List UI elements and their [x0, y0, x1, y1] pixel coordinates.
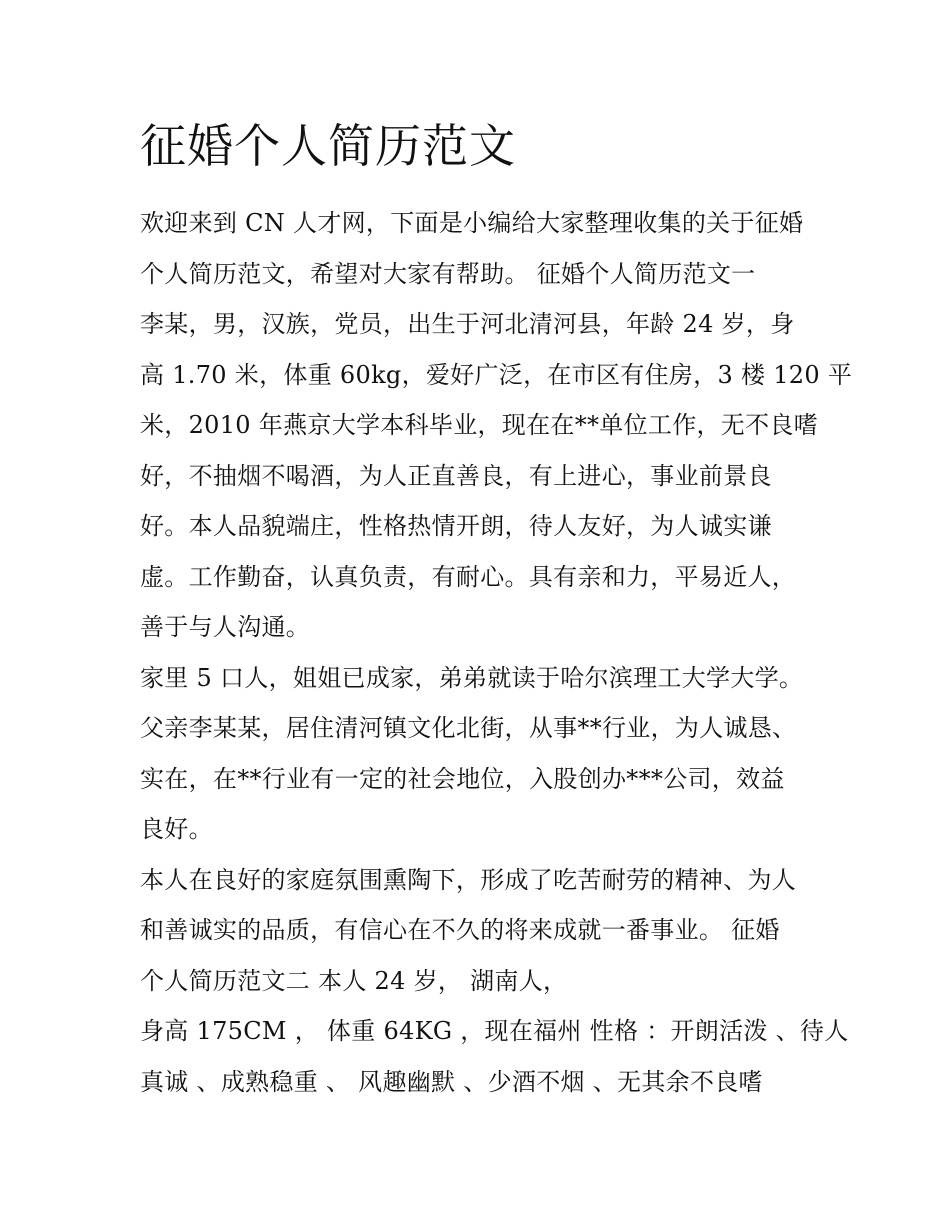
body-line: 好。本人品貌端庄，性格热情开朗，待人友好，为人诚实谦 — [140, 512, 772, 540]
document-body — [140, 198, 853, 1107]
body-line: 个人简历范文，希望对大家有帮助。 征婚个人简历范文一 — [140, 259, 756, 288]
body-line: 家里 5 口人，姐姐已成家，弟弟就读于哈尔滨理工大学大学。 — [140, 663, 804, 692]
body-line: 高 1.70 米，体重 60kg，爱好广泛，在市区有住房，3 楼 120 平 — [140, 360, 853, 389]
body-line: 米，2010 年燕京大学本科毕业，现在在**单位工作，无不良嗜 — [140, 411, 819, 439]
body-line: 父亲李某某，居住清河镇文化北街，从事**行业，为人诚恳、 — [140, 714, 797, 742]
body-line: 个人简历范文二 本人 24 岁， 湖南人， — [140, 966, 568, 995]
body-line: 身高 175CM ， 体重 64KG ，现在福州 性格 ：开朗活泼 、待人 — [140, 1017, 849, 1045]
body-line: 好，不抽烟不喝酒，为人正直善良，有上进心，事业前景良 — [140, 461, 772, 490]
body-line: 真诚 、成熟稳重 、 风趣幽默 、少酒不烟 、无其余不良嗜 — [140, 1067, 763, 1096]
body-line: 善于与人沟通。 — [140, 613, 311, 641]
body-line: 本人在良好的家庭氛围熏陶下，形成了吃苦耐劳的精神、为人 — [140, 865, 797, 894]
body-line: 和善诚实的品质，有信心在不久的将来成就一番事业。 征婚 — [140, 916, 780, 944]
body-line: 良好。 — [140, 815, 213, 843]
body-line: 欢迎来到 CN 人才网，下面是小编给大家整理收集的关于征婚 — [140, 209, 804, 237]
body-line: 虚。工作勤奋，认真负责，有耐心。具有亲和力，平易近人， — [140, 562, 797, 591]
body-line: 实在，在**行业有一定的社会地位，入股创办***公司，效益 — [140, 764, 785, 793]
document-title: 征婚个人简历范文 — [140, 119, 516, 173]
body-line: 李某，男，汉族，党员，出生于河北清河县，年龄 24 岁，身 — [140, 310, 795, 338]
